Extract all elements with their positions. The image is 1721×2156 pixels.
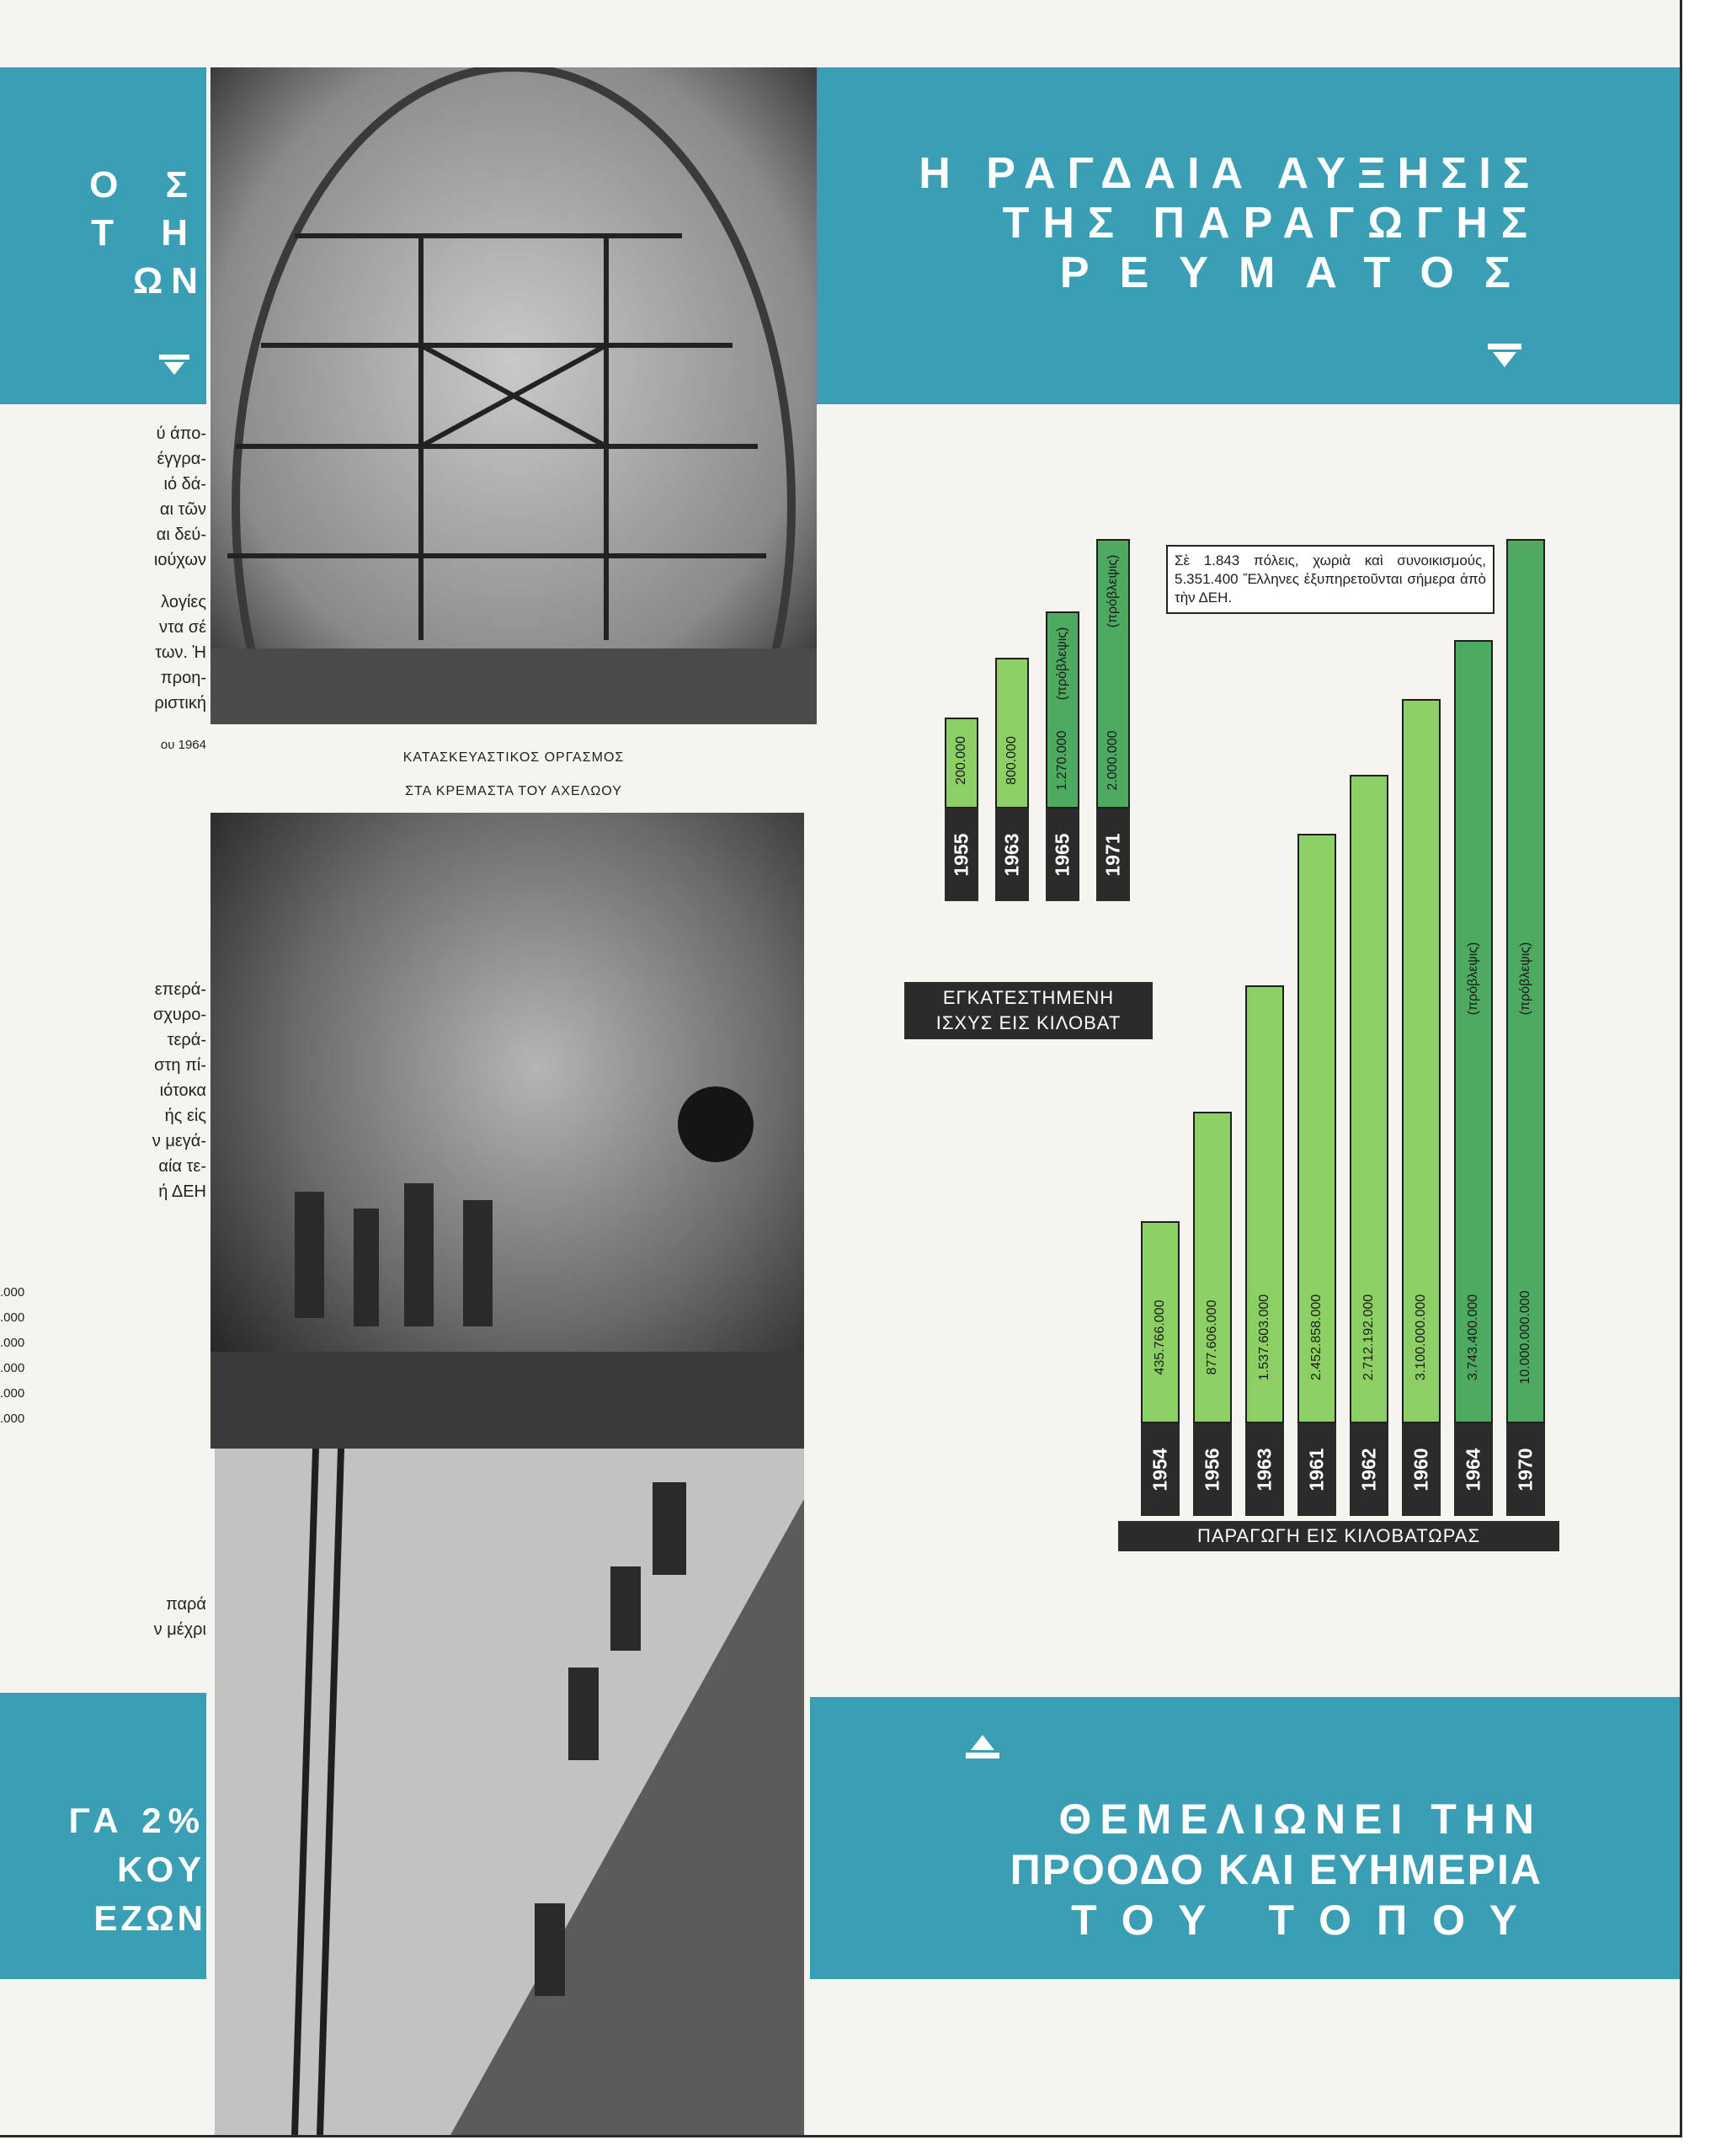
chart-2-year-label: 1964 <box>1454 1423 1493 1516</box>
chart-1-value-label: 2.000.000 <box>1106 730 1120 791</box>
text-fragment: ής εἰς <box>164 1107 206 1125</box>
chart-1-year-label: 1955 <box>945 808 978 901</box>
caption-line-1: ΚΑΤΑΣΚΕΥΑΣΤΙΚΟΣ ΟΡΓΑΣΜΟΣ <box>402 750 625 765</box>
chart-1-year-label: 1963 <box>995 808 1029 901</box>
chart-2-year-label: 1962 <box>1350 1423 1388 1516</box>
text-fragment: ύ άπο- <box>156 424 206 443</box>
footer-line-1: ΘΕΜΕΛΙΩΝΕΙ ΤΗΝ <box>1058 1796 1543 1843</box>
chart-2-year-label: 1956 <box>1193 1423 1232 1516</box>
text-fragment: στη πί- <box>154 1056 206 1075</box>
chart-2-value-label: 1.537.603.000 <box>1257 1294 1271 1381</box>
footer-line-2: ΠΡΟΟΔΟ ΚΑΙ ΕΥΗΜΕΡΙΑ <box>1010 1846 1543 1893</box>
text-fragment: σχυρο- <box>153 1006 206 1024</box>
chart-2-bar-1954 <box>1141 1221 1180 1423</box>
chart-2-estimate-label: (πρόβλεψις) <box>1518 942 1532 1016</box>
chart-2-estimate-label: (πρόβλεψις) <box>1466 942 1480 1016</box>
header-line-3: ΡΕΥΜΑΤΟΣ <box>1059 248 1541 297</box>
number-fragment: .000 <box>0 1361 25 1375</box>
header-line-1: Η ΡΑΓΔΑΙΑ ΑΥΞΗΣΙΣ <box>919 149 1541 198</box>
text-fragment: ντα σέ <box>159 618 206 637</box>
chart-2-year-label: 1970 <box>1506 1423 1545 1516</box>
left-header-band <box>0 67 206 404</box>
text-fragment: έγγρα- <box>157 450 206 468</box>
chart-2-value-label: 3.100.000.000 <box>1414 1294 1428 1381</box>
left-footer-line-2: ΚΟΥ <box>117 1849 206 1889</box>
chart-production <box>1141 539 1558 1516</box>
chart-2-value-label: 877.606.000 <box>1205 1299 1219 1375</box>
chart-2-bar-1964 <box>1454 640 1493 1423</box>
chart-2-title <box>1118 1521 1559 1551</box>
number-fragment: .000 <box>0 1386 25 1401</box>
text-fragment: επερά- <box>154 980 206 999</box>
number-fragment: .000 <box>0 1310 25 1325</box>
footer-line-3: ΤΟΥ ΤΟΠΟΥ <box>1071 1897 1543 1944</box>
left-header-line-2: Τ Η <box>91 212 206 253</box>
chart-1-bar-1955 <box>945 718 978 809</box>
arrow-up-icon <box>962 1732 1004 1761</box>
chart-2-bar-1961 <box>1297 834 1336 1423</box>
chart-1-value-label: 200.000 <box>954 736 968 785</box>
chart-2-value-label: 2.712.192.000 <box>1361 1294 1376 1381</box>
text-fragment <box>0 573 206 590</box>
chart-2-value-label: 10.000.000.000 <box>1518 1290 1532 1385</box>
chart-1-year-label: 1965 <box>1046 808 1079 901</box>
text-fragment <box>0 716 206 733</box>
text-fragment: ριστική <box>154 694 206 712</box>
left-footer-line-1: ΓΑ 2% <box>68 1801 206 1840</box>
text-fragment: αι δεύ- <box>156 526 206 544</box>
chart-1-value-label: 800.000 <box>1004 736 1019 785</box>
number-fragment: .000 <box>0 1412 25 1426</box>
chart-2-year-label: 1963 <box>1245 1423 1284 1516</box>
chart-1-year-label: 1971 <box>1096 808 1130 901</box>
text-fragment: προη- <box>160 669 206 687</box>
text-fragment: ν μεγά- <box>152 1132 206 1150</box>
chart-2-bar-1970 <box>1506 539 1545 1423</box>
text-fragment: ιό δά- <box>163 475 206 494</box>
chart-2-title-text: ΠΑΡΑΓΩΓΗ ΕΙΣ ΚΙΛΟΒΑΤΩΡΑΣ <box>1196 1525 1481 1546</box>
text-fragment: αία τε- <box>158 1157 206 1176</box>
chart-1-title-text: ΕΓΚΑΤΕΣΤΗΜΕΝΗ ΙΣΧΥΣ ΕΙΣ ΚΙΛΟΒΑΤ <box>935 987 1122 1033</box>
chart-1-estimate-label: (πρόβλεψις) <box>1106 554 1120 628</box>
chart-1-bar-1971 <box>1096 539 1130 808</box>
left-header-line-1: Ο Σ <box>89 164 206 205</box>
chart-2-bar-1962 <box>1350 775 1388 1423</box>
text-fragment: αι τῶν <box>159 500 206 519</box>
number-fragment: .000 <box>0 1285 25 1299</box>
text-fragment: παρά <box>165 1595 206 1614</box>
chart-1-estimate-label: (πρόβλεψις) <box>1055 627 1069 701</box>
right-header-band <box>817 67 1680 404</box>
note-text: Σὲ 1.843 πόλεις, χωριὰ καὶ συνοικισμούς, 5.351.400 Ἕλληνες ἐξυπηρετοῦνται σήμερα ἀπὸ τὴν ΔΕΗ. <box>1175 552 1486 606</box>
text-fragment: λογίες <box>161 593 206 611</box>
chart-1-title <box>904 982 1153 1039</box>
left-text-block-1 <box>0 421 206 758</box>
text-fragment: ή ΔΕΗ <box>158 1182 206 1201</box>
photo-tunnel-workers <box>210 813 804 1449</box>
chart-2-value-label: 435.766.000 <box>1153 1299 1167 1375</box>
chart-installed-capacity <box>945 539 1147 977</box>
left-header-line-3: ΩΝ <box>132 260 206 302</box>
right-footer-band <box>810 1697 1680 1979</box>
chart-1-bar-1965 <box>1046 611 1079 808</box>
header-line-2: ΤΗΣ ΠΑΡΑΓΩΓΗΣ <box>1002 199 1541 248</box>
caption-line-2: ΣΤΑ ΚΡΕΜΑΣΤΑ ΤΟΥ ΑΧΕΛΩΟΥ <box>405 784 622 798</box>
chart-2-value-label: 3.743.400.000 <box>1466 1294 1480 1381</box>
photo-caption <box>210 741 817 808</box>
text-fragment: ν μέχρι <box>153 1620 206 1639</box>
chart-2-value-label: 2.452.858.000 <box>1309 1294 1324 1381</box>
left-footer-line-3: ΕΖΩΝ <box>93 1898 206 1938</box>
arrow-down-icon <box>1484 341 1526 370</box>
text-fragment: τερά- <box>167 1031 206 1049</box>
chart-1-value-label: 1.270.000 <box>1055 730 1069 791</box>
left-footer-band <box>0 1693 206 1979</box>
chart-2-year-label: 1961 <box>1297 1423 1336 1516</box>
left-number-column <box>0 1280 24 1432</box>
arrow-down-icon <box>156 352 193 377</box>
text-fragment: των. Ἡ <box>155 643 206 662</box>
left-text-block-2 <box>0 977 206 1204</box>
chart-2-year-label: 1954 <box>1141 1423 1180 1516</box>
chart-2-year-label: 1960 <box>1402 1423 1441 1516</box>
chart-2-bar-1956 <box>1193 1112 1232 1423</box>
chart-2-bar-1960 <box>1402 699 1441 1423</box>
left-text-block-3 <box>0 1592 206 1642</box>
number-fragment: .000 <box>0 1336 25 1350</box>
photo-workers-climbing <box>215 1449 804 2135</box>
text-fragment: ιούχων <box>153 551 206 569</box>
text-fragment: ιότοκα <box>159 1081 206 1100</box>
text-fragment: ου 1964 <box>160 738 206 752</box>
chart-2-bar-1963 <box>1245 985 1284 1423</box>
photo-dam-construction-scaffold <box>210 67 817 724</box>
chart-1-bar-1963 <box>995 658 1029 808</box>
